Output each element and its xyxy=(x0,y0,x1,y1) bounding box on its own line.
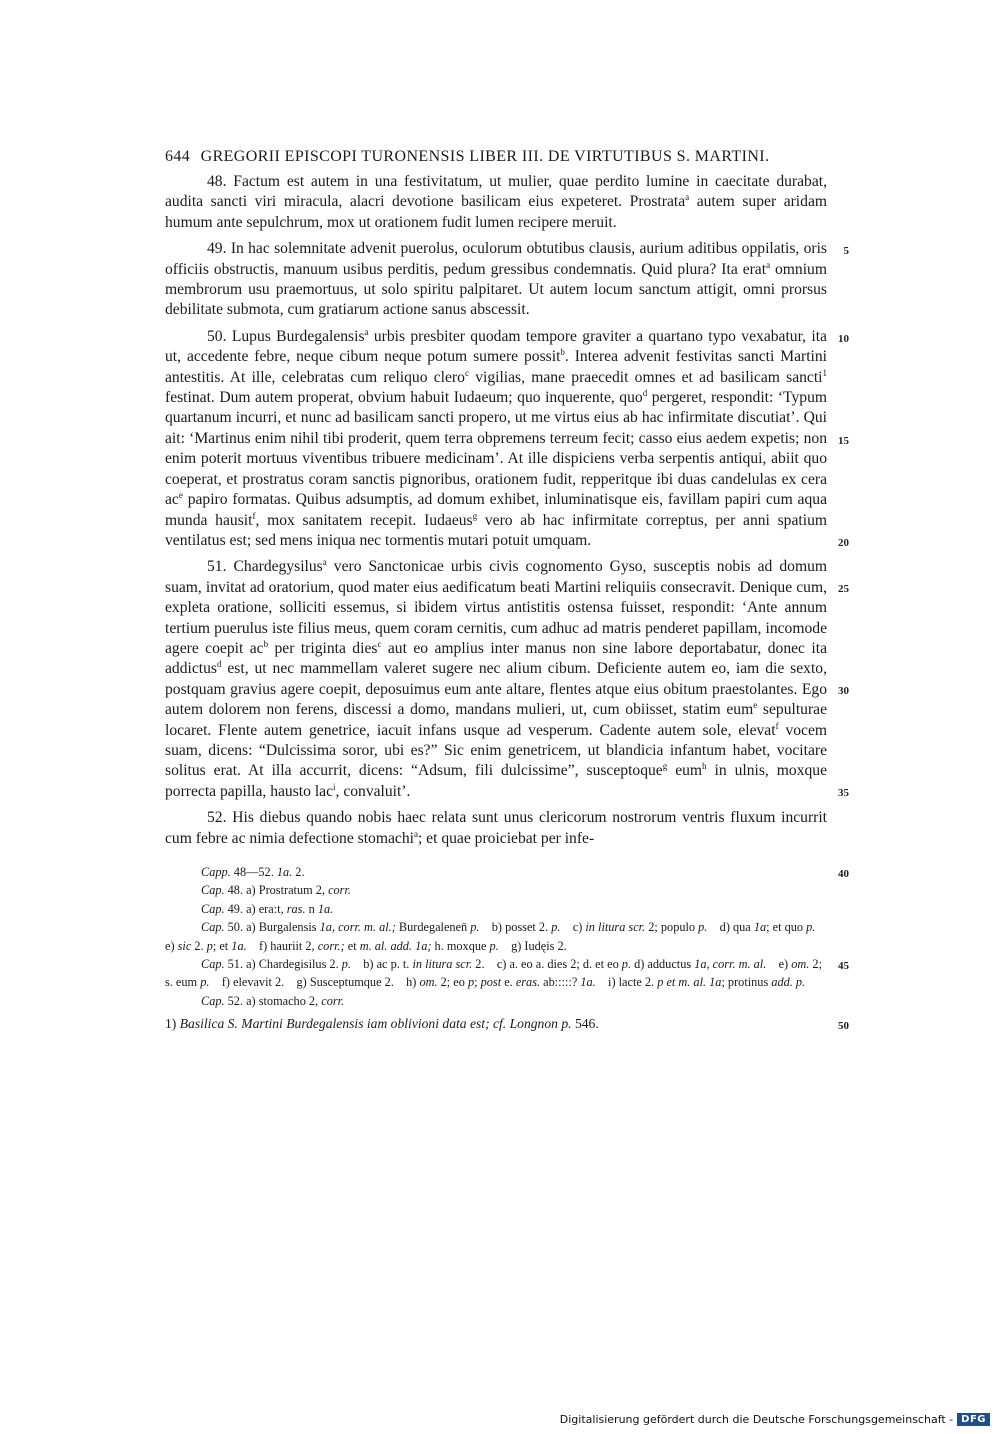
line-number: 25 xyxy=(838,583,849,596)
paragraph-number: 52. xyxy=(207,809,227,827)
line-number: 10 xyxy=(838,332,849,345)
page-number: 644 xyxy=(165,148,191,165)
paragraph-text: His diebus quando nobis haec relata sunt unus clericorum nostrorum ventris fluxum incurrit cum febre ac nimia defectione stomachi$^a$; et quae proiciebat per infe- xyxy=(165,809,828,847)
line-number: 5 xyxy=(843,245,849,258)
critical-apparatus xyxy=(165,863,849,1010)
apparatus-note: Cap. 50. a) Burgalensis 1a, corr. m. al.; Burdegalenen̄ p. b) posset 2. p. c) in litura scr. 2; populo p. d) qua 1a; et quo p. e) sic 2. p; et 1a. f) hauriit 2, corr.; et m. al. add. 1a; h. moxque p. g) Iudęis 2. xyxy=(165,920,825,953)
apparatus-note: Cap. 49. a) era:t, ras. n 1a. xyxy=(201,901,334,916)
paragraph-text: Lupus Burdegalensis$^a$ urbis presbiter quodam tempore graviter a quartano typo vexabatur, ita ut, accedente febre, neque cibum neque potum sumere possit$^b$. Interea advenit festivitas sancti Martini antestitis. At ille, celebratas cum reliquo clero$^c$ vigilias, mane praecedit omnes et ad basilicam sancti$^1$ festinat. Dum autem properat, obvium habuit Iudaeum; quo inquerente, quo$^d$ pergeret, respondit: ‘Typum quartanum incurri, et nunc ad basilicam sancti propero, ut me virtus eius ab hac infirmitate discutiat’. Qui ait: ‘Martinus enim nihil tibi proderit, quem terra obpremens terreum fecit; casso eius aedem expetis; non enim poterit mortuus viventibus tribuere medicinam’. At ille dispiciens verba serpentis antiqui, abiit quo coeperat, et prostratus coram sanctis pignoribus, orationem fudit, repperitque ibi duas candelulas ex cera $ac^e$ papiro formatas. Quibus adsumptis, ad domum exhibet, inluminatisque eis, favillam papiri cum aqua munda hausit$^f$, mox sanitatem recepit. Iudaeus$^g$ vero ab hac infirmitate correptus, per anni spatium ventilatus est; sed mens iniqua nec tormentis mutari potuit umquam. xyxy=(165,326,828,549)
line-number: 30 xyxy=(838,685,849,698)
line-number: 35 xyxy=(838,787,849,800)
footnote-text: 1) Basilica S. Martini Burdegalensis iam oblivioni data est; cf. Longnon p. 546. xyxy=(165,1016,599,1032)
paragraph-51 xyxy=(165,557,849,802)
apparatus-note: Cap. 52. a) stomacho 2, corr. xyxy=(201,993,345,1008)
paragraph-text: Chardegysilus$^a$ vero Sanctonicae urbis civis cognomento Gyso, susceptis nobis ad domum suam, invitat ad oratorium, quod mater eius aedificatum beati Martini reliquiis consecravit. Denique cum, expleta oratione, solliciti essemus, si ibidem virtus antistitis ostensa fuisset, respondit: ‘Ante annum tertium puerulus iste filius meus, quem coram cernitis, cum adhuc ad matris penderet papillam, incomode agere coepit $ac^b$ per triginta dies$^c$ aut eo amplius inter manus non sine labore deportabatur, donec ita addictus$^d$ est, ut nec mammellam valeret sugere nec alium cibum. Deficiente autem eo, iam die sexto, postquam gravius agere coepit, deposuimus eum ante altare, flentes atque eius obitum praestolantes. Ego autem dolorem non ferens, discessi a domo, mandans mulieri, ut, cum obiisset, statim eum$^e$ sepulturae locaret. Flente autem genetrice, iacuit infans usque ad vesperum. Cadente autem sole, elevat$^f$ vocem suam, dicens: “Dulcissima soror, ubi es?” Sic enim genetricem, ut blandicia infantum habet, vocitare solitus erat. At illa accurrit, dicens: “Adsum, fili dulcissime”, susceptoque$^g$ eum$^h$ in ulnis, moxque porrecta papilla, hausto lac$^i$, convaluit’. xyxy=(165,557,828,800)
paragraph-number: 48. xyxy=(207,173,227,190)
apparatus-note: Cap. 48. a) Prostratum 2, corr. xyxy=(201,883,351,898)
line-number: 20 xyxy=(838,536,849,549)
paragraph-49: 5 49. In hac solemnitate advenit puerolus, oculorum obtutibus clausis, aurium aditibus oppilatis, oris officiis obstructis, manuum usibus perditis, pedum gressibus condemnatis. Quid plura? Ita erat$^a$ omnium membrorum usu praemortuus, ut solo spiritu palpitaret. Ut autem locum sanctum attigit, omni prorsus debilitate submota, cum gratiarum actione sanus abscessit. xyxy=(165,240,849,319)
running-header xyxy=(165,148,827,166)
line-number: 40 xyxy=(838,868,849,880)
paragraph-48: 48. Factum est autem in una festivitatum, ut mulier, quae perdito lumine in caecitate durabat, audita sancti viri miracula, alacri devotione basilicam eius expeteret. Prostrata$^a$ autem super aridam humum ante sepulchrum, mox ut orationem fudit lumen recipere meruit. xyxy=(165,173,827,231)
credit-text: Digitalisierung gefördert durch die Deutsche Forschungsgemeinschaft - xyxy=(559,1413,954,1426)
paragraph-50 xyxy=(165,326,849,551)
apparatus-note: Capp. 48—52. 1a. 2. xyxy=(201,865,305,879)
footnote xyxy=(165,1016,849,1033)
line-number: 15 xyxy=(838,434,849,447)
page-content xyxy=(165,148,849,1033)
paragraph-number: 49. xyxy=(207,240,227,258)
page-title: GREGORII EPISCOPI TURONENSIS LIBER III. DE VIRTUTIBUS S. MARTINI. xyxy=(200,148,770,165)
paragraph-52 xyxy=(165,808,827,849)
apparatus-note: Cap. 51. a) Chardegisilus 2. p. b) ac p. t. in litura scr. 2. c) a. eo a. dies 2; d. et eo p. d) adductus 1a, corr. m. al. e) om. 2; s. eum p. f) elevavit 2. g) Susceptumque 2. h) om. 2; eo p; post e. eras. ab:::::? 1a. i) lacte 2. p et m. al. 1a; protinus add. p. xyxy=(165,957,822,990)
line-number: 45 xyxy=(838,960,849,972)
line-number: 50 xyxy=(838,1020,849,1033)
dfg-logo: DFG xyxy=(957,1413,990,1426)
paragraph-number: 50. xyxy=(207,327,227,345)
paragraph-number: 51. xyxy=(207,558,227,576)
digitization-credit xyxy=(560,1413,990,1426)
